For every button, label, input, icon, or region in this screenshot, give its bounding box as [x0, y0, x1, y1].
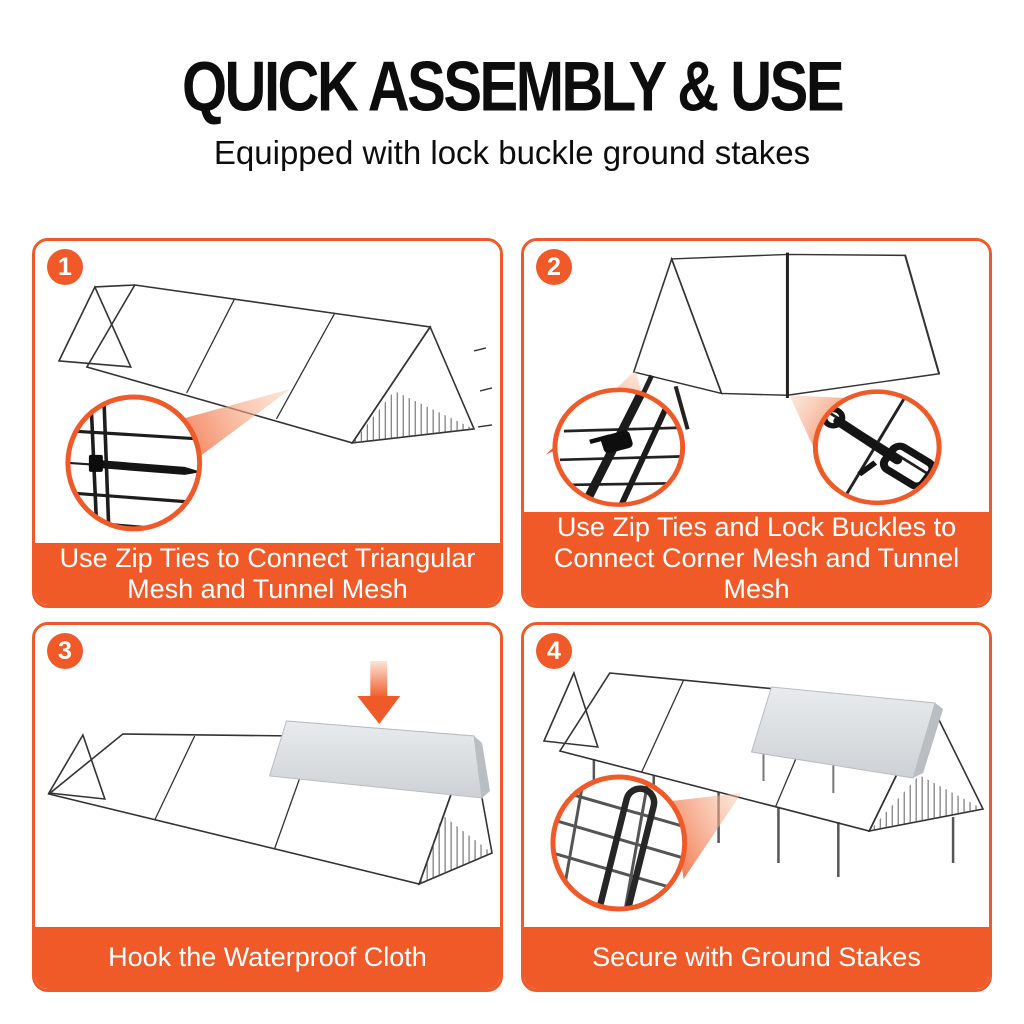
triangular-end-mesh [59, 287, 131, 367]
step-3-illustration-tunnel-with-cloth [35, 625, 500, 927]
magnifier-circle [555, 388, 688, 508]
corner-end-mesh [634, 259, 722, 394]
waterproof-cloth [269, 721, 490, 798]
step-1-illustration-triangular-mesh-tunnel [35, 241, 500, 543]
step-2-caption-bar [524, 512, 989, 605]
steps-grid [32, 238, 992, 992]
magnifier-circle [546, 771, 700, 919]
waterproof-cloth [752, 687, 944, 778]
step-1-caption-bar [35, 543, 500, 605]
page-header [0, 0, 1024, 169]
step-1-caption: Use Zip Ties to Connect Triangular Mesh and Tunnel Mesh [59, 542, 476, 604]
page-title: QUICK ASSEMBLY & USE [181, 47, 843, 127]
step-4-caption: Secure with Ground Stakes [592, 942, 921, 973]
step-1-number-badge: 1 [47, 249, 83, 285]
step-1-stage [35, 241, 500, 543]
magnifier-circle [68, 397, 203, 531]
step-2-illustration-corner-mesh [524, 241, 989, 512]
step-panel-4 [521, 622, 992, 992]
step-panel-1 [32, 238, 503, 608]
step-2-stage [524, 241, 989, 512]
step-4-caption-bar [524, 927, 989, 989]
step-4-illustration-tunnel-with-stakes [524, 625, 989, 927]
step-2-number-badge: 2 [536, 249, 572, 285]
step-4-stage [524, 625, 989, 927]
step-panel-2 [521, 238, 992, 608]
step-3-number-badge: 3 [47, 633, 83, 669]
step-3-stage [35, 625, 500, 927]
triangular-end-mesh [544, 673, 598, 747]
step-2-caption: Use Zip Ties and Lock Buckles to Connect Corner Mesh and Tunnel Mesh [553, 511, 960, 604]
magnifier-circle [815, 392, 939, 503]
step-3-caption: Hook the Waterproof Cloth [108, 942, 427, 973]
step-4-number-badge: 4 [536, 633, 572, 669]
triangular-end-mesh [49, 735, 105, 799]
down-arrow-icon [357, 661, 400, 724]
step-3-caption-bar [35, 927, 500, 989]
step-panel-3 [32, 622, 503, 992]
page-subtitle: Equipped with lock buckle ground stakes [213, 134, 811, 171]
